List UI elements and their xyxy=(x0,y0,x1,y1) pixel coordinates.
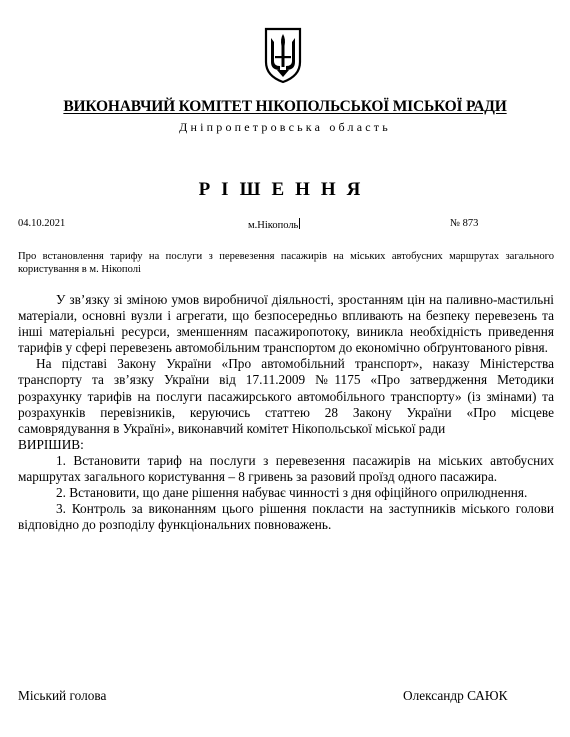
paragraph-reasons: У зв’язку зі зміною умов виробничої діяльності, зростанням цін на паливно-мастильні матеріали, основні вузли і агрегати, що безпосередньо впливають на безпеку перевезень та інші матеріальні ресурси, зменшенням пасажиропотоку, виникла необхідність приведення тарифів у сфері перевезень автомобільним транспортом до економічно обґрунтованого рівня. xyxy=(18,292,554,356)
paragraph-legal-basis: На підставі Закону України «Про автомобільний транспорт», наказу Міністерства транспорту та зв’язку України від 17.11.2009 №1175 «Про затвердження Методики розрахунку тарифів на послуги пасажирського автомобільного транспорту» (із змінами) та розрахунків перевізників, керуючись статтею 28 Закону України «Про місцеве самоврядування в Україні», виконавчий комітет Нікопольської міської ради xyxy=(18,356,554,436)
document-date: 04.10.2021 xyxy=(18,218,66,229)
decision-item-1: 1. Встановити тариф на послуги з перевезення пасажирів на міських автобусних маршрутах загального користування – 8 гривень за разовий проїзд одного пасажира. xyxy=(18,452,554,485)
decision-item-3: 3. Контроль за виконанням цього рішення покласти на заступників міського голови відповідно до розподілу функціональних повноважень. xyxy=(18,501,554,533)
document-city: м.Нікополь xyxy=(248,220,299,231)
document-body xyxy=(18,292,554,533)
signature-name: Олександр САЮК xyxy=(403,688,508,703)
document-title: РІШЕННЯ xyxy=(198,179,372,200)
trident-emblem-icon xyxy=(263,26,303,84)
document-number: № 873 xyxy=(450,218,479,229)
signature-position: Міський голова xyxy=(18,688,107,703)
decision-item-2: 2. Встановити, що дане рішення набуває чинності з дня офіційного оприлюднення. xyxy=(56,485,528,501)
region-name: Дніпропетровська область xyxy=(179,120,391,134)
decided-heading: ВИРІШИВ: xyxy=(18,436,84,452)
document-subject: Про встановлення тарифу на послуги з перевезення пасажирів на міських автобусних маршрутах загального користування в м. Нікополі xyxy=(18,251,554,275)
organization-name: ВИКОНАВЧИЙ КОМІТЕТ НІКОПОЛЬСЬКОЇ МІСЬКОЇ РАДИ xyxy=(63,98,507,115)
